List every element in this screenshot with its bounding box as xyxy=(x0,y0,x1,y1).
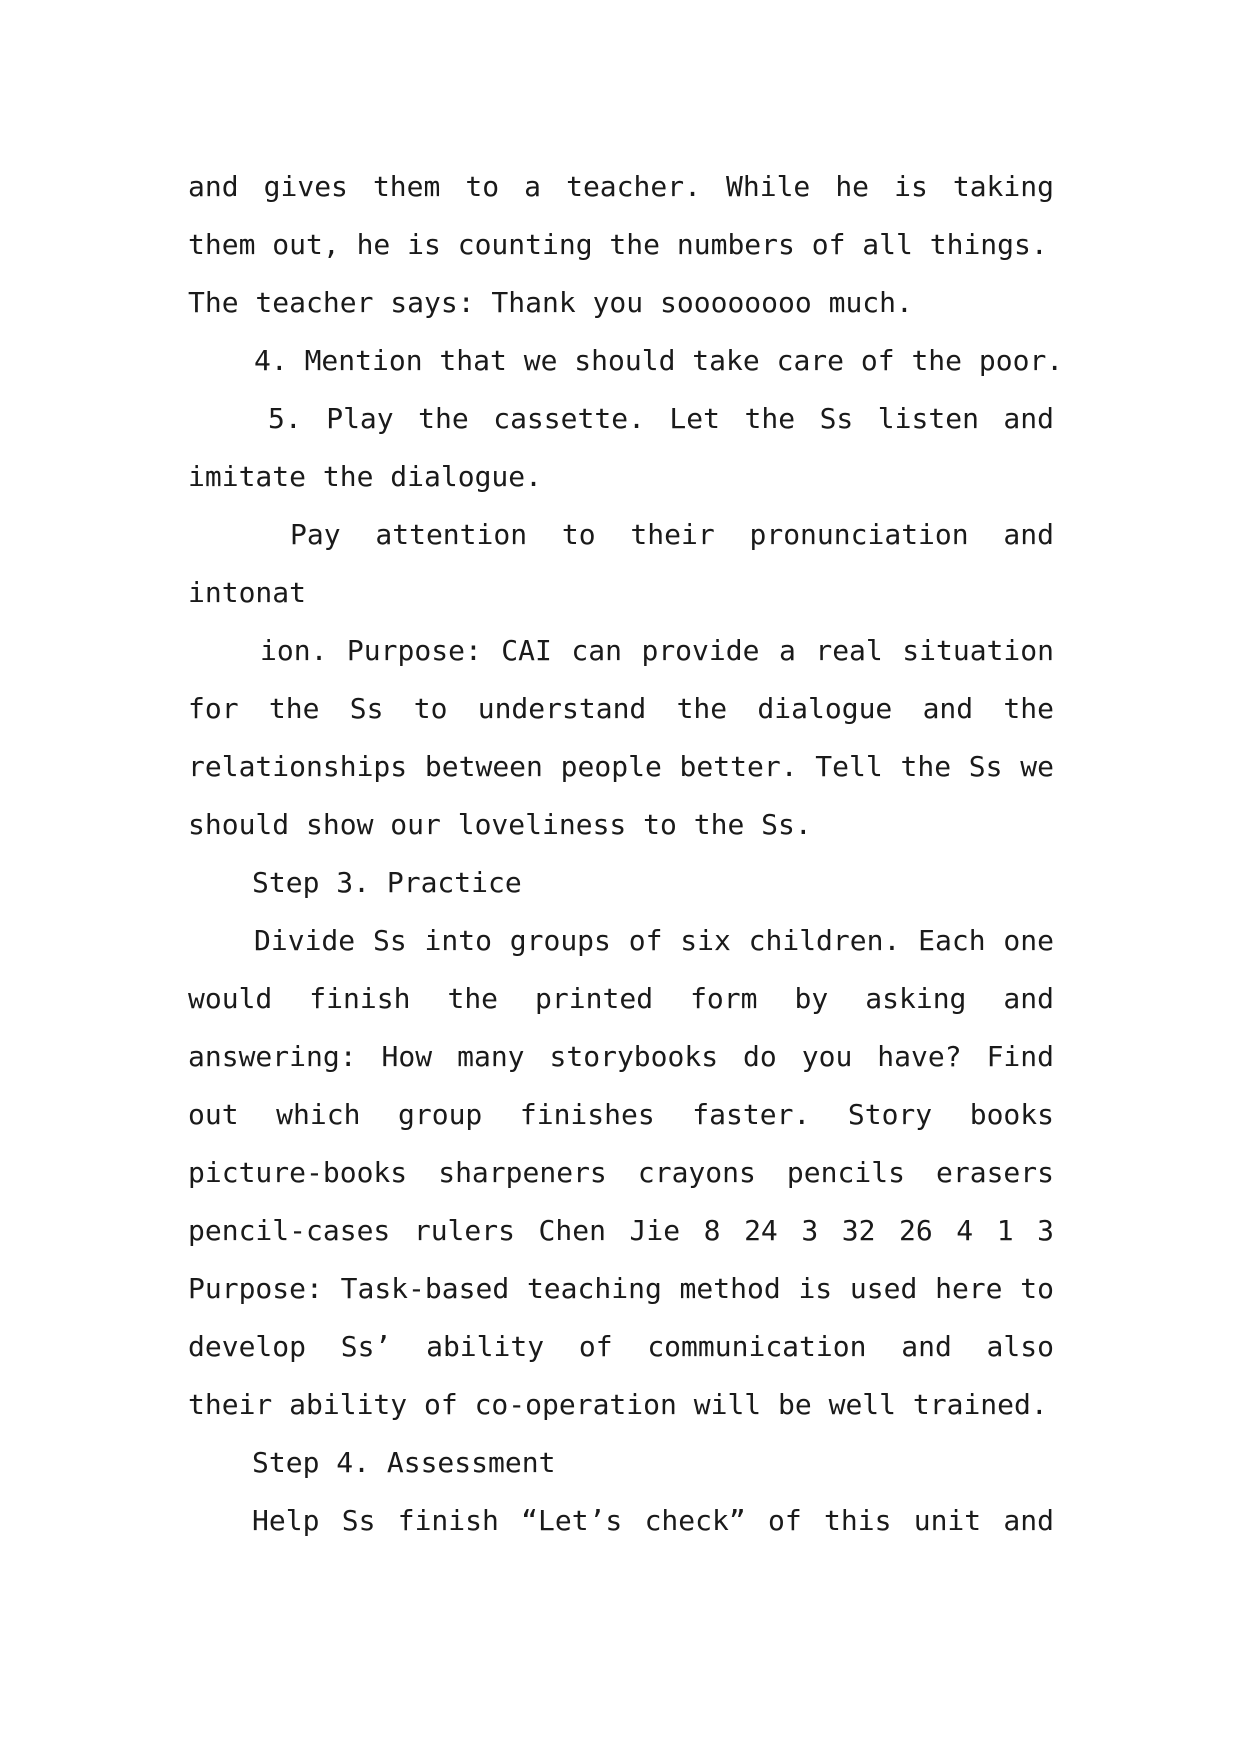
text-line: Divide Ss into groups of six children. Each one xyxy=(254,924,1054,957)
text-line: pencil-cases rulers Chen Jie 8 24 3 32 26 4 1 3 xyxy=(188,1214,1054,1247)
text-line: them out, he is counting the numbers of all things. xyxy=(188,228,1048,261)
text-line: and gives them to a teacher. While he is taking xyxy=(188,170,1054,203)
text-line: intonat xyxy=(188,576,307,609)
text-line: Help Ss finish “Let’s check” of this unit and xyxy=(252,1504,1054,1537)
section-heading: Step 3. Practice xyxy=(252,866,522,899)
text-line: 5. Play the cassette. Let the Ss listen and xyxy=(268,402,1054,435)
text-line: The teacher says: Thank you soooooooo much. xyxy=(188,286,913,319)
text-line: relationships between people better. Tell the Ss we xyxy=(188,750,1054,783)
text-line: picture-books sharpeners crayons pencils erasers xyxy=(188,1156,1054,1189)
text-line: Purpose: Task-based teaching method is used here to xyxy=(188,1272,1054,1305)
text-line: imitate the dialogue. xyxy=(188,460,543,493)
section-heading: Step 4. Assessment xyxy=(252,1446,556,1479)
text-line: ion. Purpose: CAI can provide a real situation xyxy=(260,634,1054,667)
text-line: Pay attention to their pronunciation and xyxy=(290,518,1054,551)
text-line: develop Ss’ ability of communication and also xyxy=(188,1330,1054,1363)
text-line: answering: How many storybooks do you have? Find xyxy=(188,1040,1054,1073)
text-line: should show our loveliness to the Ss. xyxy=(188,808,812,841)
text-line: 4. Mention that we should take care of the poor. xyxy=(254,344,1064,377)
text-line: would finish the printed form by asking and xyxy=(188,982,1054,1015)
text-line: their ability of co-operation will be well trained. xyxy=(188,1388,1048,1421)
text-line: out which group finishes faster. Story books xyxy=(188,1098,1054,1131)
text-line: for the Ss to understand the dialogue and the xyxy=(188,692,1054,725)
